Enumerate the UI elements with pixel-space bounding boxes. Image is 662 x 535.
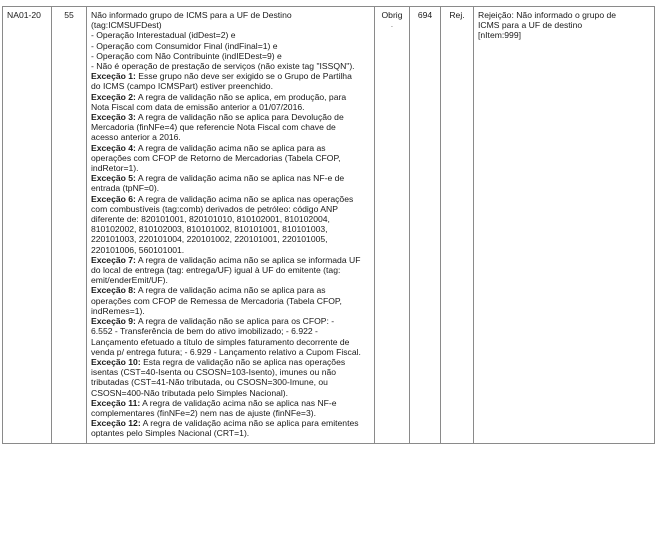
exception-line [91,234,370,244]
rule-id-cell [3,7,52,444]
exception-line [91,388,370,398]
rejection-message-line: ICMS para a UF de destino [478,20,583,31]
exception-line [91,367,370,377]
rule-condition-lines [91,10,370,71]
exception-text: optantes pelo Simples Nacional (CRT=1). [91,428,250,439]
exception-text: acesso anterior a 2016. [91,132,181,143]
exception-text: complementares (finNFe=2) nem nas de ajuste (finNFe=3). [91,407,316,418]
rejection-message-line: [nItem:999] [478,30,521,41]
exception-line [91,245,370,255]
exception-text: do ICMS (campo ICMSPart) estiver preenchido. [91,81,273,92]
rule-exception-list [91,71,370,438]
exception-text: 220101006, 560101001. [91,244,185,255]
rule-message-cell [474,7,655,444]
exception-label: Exceção 10: [91,356,141,367]
exception-text: do local de entrega (tag: entrega/UF) igual à UF do emitente (tag: [91,265,341,276]
exception-text: Esse grupo não deve ser exigido se o Grupo de Partilha [135,71,352,82]
obrig-mark: . [390,19,394,30]
condition-line: (tag:ICMSUFDest) [91,20,162,31]
exception-text: 810102002, 810102003, 810101002, 810101001, 810101003, [91,224,328,235]
exception-line [91,326,370,336]
exception-text: entrada (tpNF=0). [91,183,160,194]
rule-seq: 55 [64,10,74,20]
exception-text: A regra de validação acima não se aplica se informada UF [135,254,361,265]
exception-label: Exceção 11: [91,397,141,408]
exception-text: com combustíveis (tag:comb) derivados de petróleo: código ANP [91,203,338,214]
exception-text: Mercadoria (finNFe=4) que referencie Nota Fiscal com chave de [91,122,336,133]
exception-line [91,71,370,81]
exception-text: A regra de validação não se aplica para os CFOP: - [135,316,335,327]
exception-line [91,428,370,438]
exception-line [91,398,370,408]
exception-text: 6.552 - Transferência de bem do ativo imobilizado; - 6.922 - [91,326,318,337]
exception-line [91,275,370,285]
exception-line [91,163,370,173]
exception-line [91,255,370,265]
exception-text: indRetor=1). [91,163,139,174]
exception-text: Lançamento efetuado a título de simples faturamento decorrente de [91,336,350,347]
exception-text: A regra de validação acima não se aplica nas NF-e de [135,173,345,184]
exception-label: Exceção 6: [91,193,136,204]
exception-text: A regra de validação acima não se aplica para emitentes [140,418,359,429]
condition-line: - Não é operação de prestação de serviços (não existe tag "ISSQN"). [91,61,355,72]
condition-line: - Operação com Não Contribuinte (indIEDest=9) e [91,50,282,61]
exception-line [91,183,370,193]
obrig-label: Obrig [381,10,403,20]
table-row [3,7,655,444]
exception-text: CSOSN=400-Não tributada pelo Simples Nacional). [91,387,289,398]
exception-line [91,347,370,357]
exception-line [91,143,370,153]
condition-line: Não informado grupo de ICMS para a UF de Destino [91,10,292,20]
rule-type: Rej. [449,10,465,20]
exception-line [91,132,370,142]
exception-line [91,194,370,204]
rule-seq-cell [52,7,87,444]
exception-line [91,153,370,163]
exception-text: A regra de validação não se aplica para Devolução de [135,112,344,123]
exception-line [91,377,370,387]
exception-label: Exceção 7: [91,254,136,265]
rule-description-cell [87,7,375,444]
exception-text: operações com CFOP de Retorno de Mercadorias (Tabela CFOP, [91,152,341,163]
exception-line [91,173,370,183]
exception-line [91,204,370,214]
exception-text: A regra de validação não se aplica, em produção, para [135,91,347,102]
exception-line [91,306,370,316]
exception-text: A regra de validação acima não se aplica para as [135,142,326,153]
exception-line [91,102,370,112]
exception-line [91,357,370,367]
exception-line [91,122,370,132]
exception-label: Exceção 8: [91,285,136,296]
exception-line [91,112,370,122]
exception-line [91,408,370,418]
rule-type-cell [441,7,474,444]
exception-text: tributadas (CST=41-Não tributada, ou CSOSN=300-Imune, ou [91,377,328,388]
exception-text: 220101003, 220101004, 220101002, 220101001, 220101005, [91,234,328,245]
exception-text: venda p/ entrega futura; - 6.929 - Lançamento relativo a Cupom Fiscal. [91,346,361,357]
exception-label: Exceção 5: [91,173,136,184]
rejection-message-line: Rejeição: Não informado o grupo de [478,10,617,20]
exception-text: indRemes=1). [91,305,145,316]
rule-obrig-cell [375,7,410,444]
exception-text: emit/enderEmit/UF). [91,275,168,286]
exception-line [91,316,370,326]
rule-id: NA01-20 [7,10,41,20]
condition-line: - Operação Interestadual (idDest=2) e [91,30,236,41]
condition-line: - Operação com Consumidor Final (indFinal=1) e [91,40,278,51]
exception-line [91,81,370,91]
exception-line [91,418,370,428]
exception-text: A regra de validação acima não se aplica nas NF-e [140,397,337,408]
exception-line [91,224,370,234]
exception-label: Exceção 3: [91,112,136,123]
exception-label: Exceção 12: [91,418,141,429]
exception-line [91,92,370,102]
exception-label: Exceção 2: [91,91,136,102]
exception-label: Exceção 1: [91,71,136,82]
exception-line [91,285,370,295]
exception-text: A regra de validação acima não se aplica nas operações [135,193,354,204]
exception-text: operações com CFOP de Remessa de Mercadoria (Tabela CFOP, [91,295,342,306]
exception-text: A regra de validação acima não se aplica para as [135,285,326,296]
exception-text: Nota Fiscal com data de emissão anterior a 01/07/2016. [91,101,305,112]
validation-rule-table [2,6,655,444]
exception-text: diferente de: 820101001, 820101010, 810102001, 810102004, [91,214,330,225]
rejection-message [478,10,650,41]
rule-code: 694 [417,10,433,20]
rule-code-cell [410,7,441,444]
exception-text: Esta regra de validação não se aplica nas operações [140,356,346,367]
exception-label: Exceção 9: [91,316,136,327]
exception-line [91,337,370,347]
exception-line [91,214,370,224]
exception-line [91,265,370,275]
exception-line [91,296,370,306]
exception-text: isentas (CST=40-Isenta ou CSOSN=103-Isento), imunes ou não [91,367,337,378]
exception-label: Exceção 4: [91,142,136,153]
